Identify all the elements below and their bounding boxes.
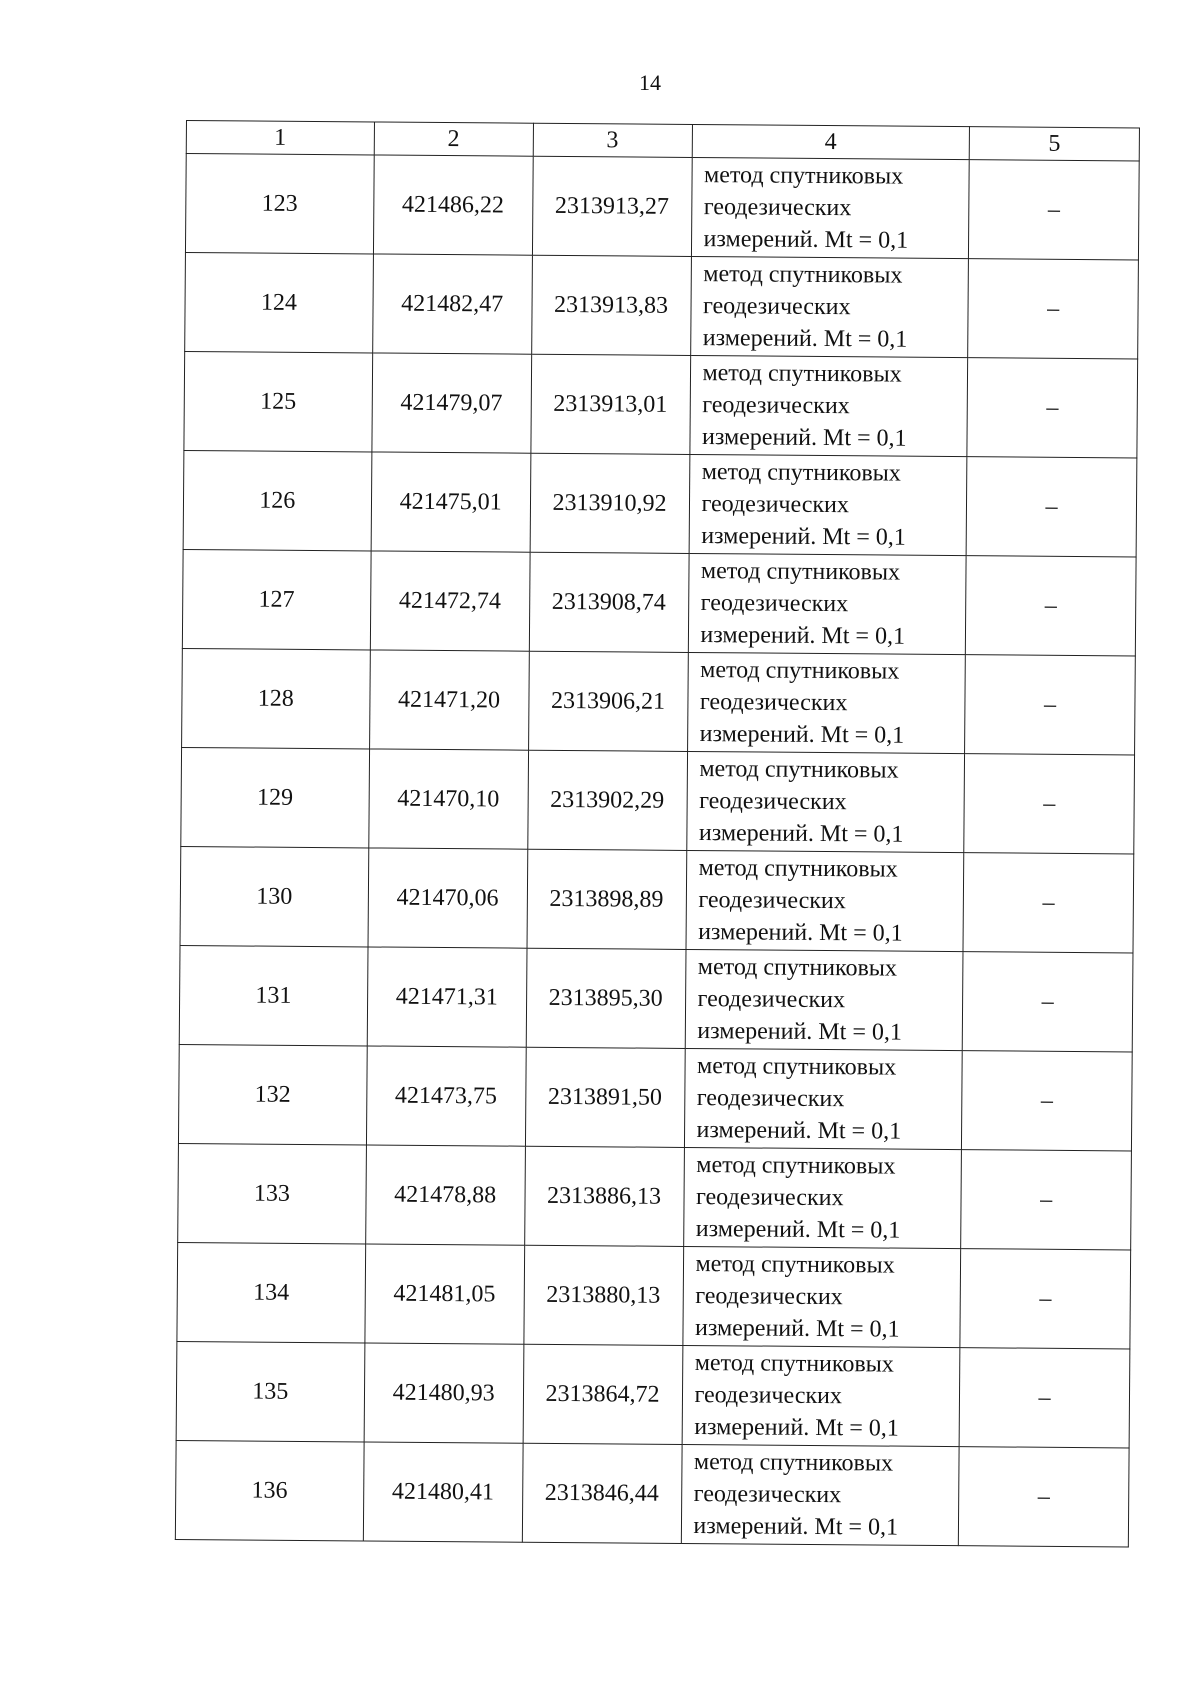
y-coordinate-cell: 2313913,27 (532, 156, 692, 256)
point-number-cell: 136 (175, 1440, 363, 1540)
table-row (180, 846, 1134, 952)
y-coordinate-cell: 2313898,89 (527, 849, 687, 949)
method-cell (682, 1345, 961, 1446)
method-cell (686, 850, 965, 951)
point-number-cell: 130 (180, 846, 368, 946)
x-coordinate-cell: 421471,20 (369, 650, 529, 750)
method-line-3: измерений. Mt = 0,1 (699, 721, 905, 749)
method-line-3: измерений. Mt = 0,1 (701, 424, 907, 452)
note-cell: – (961, 1150, 1132, 1250)
method-cell (686, 751, 965, 852)
table-row (178, 1044, 1132, 1150)
method-line-1: метод спутниковых (693, 1449, 894, 1477)
method-line-1: метод спутниковых (699, 756, 899, 784)
method-cell (684, 1048, 963, 1149)
method-line-2: геодезических (701, 491, 850, 519)
method-line-2: геодезических (702, 293, 851, 321)
method-line-1: метод спутниковых (694, 1350, 894, 1378)
note-cell: – (965, 655, 1136, 755)
table-row (177, 1242, 1131, 1348)
coordinates-table (175, 120, 1140, 1547)
note-cell: – (966, 457, 1137, 557)
method-line-3: измерений. Mt = 0,1 (695, 1216, 901, 1244)
method-line-1: метод спутниковых (703, 162, 904, 190)
x-coordinate-cell: 421479,07 (372, 353, 532, 453)
method-line-1: метод спутниковых (700, 558, 901, 586)
method-line-3: измерений. Mt = 0,1 (703, 226, 909, 254)
note-cell: – (962, 952, 1133, 1052)
x-coordinate-cell: 421475,01 (371, 452, 531, 552)
table-body (175, 154, 1139, 1547)
note-cell: – (969, 160, 1140, 260)
y-coordinate-cell: 2313864,72 (523, 1344, 683, 1444)
method-cell (689, 454, 968, 555)
point-number-cell: 127 (182, 549, 370, 649)
method-line-2: геодезических (694, 1382, 843, 1410)
method-line-3: измерений. Mt = 0,1 (698, 919, 903, 947)
x-coordinate-cell: 421473,75 (366, 1046, 526, 1146)
note-cell: – (962, 1051, 1133, 1151)
method-line-3: измерений. Mt = 0,1 (697, 1018, 903, 1046)
method-line-2: геодезических (699, 788, 847, 816)
x-coordinate-cell: 421470,10 (368, 749, 528, 849)
note-cell: – (967, 358, 1138, 458)
method-line-1: метод спутниковых (702, 360, 902, 388)
point-number-cell: 135 (176, 1341, 364, 1441)
method-cell (689, 355, 968, 456)
method-line-2: геодезических (702, 392, 850, 420)
y-coordinate-cell: 2313913,01 (530, 354, 690, 454)
table-row (182, 648, 1136, 754)
method-line-1: метод спутниковых (698, 855, 898, 883)
y-coordinate-cell: 2313910,92 (530, 453, 690, 553)
method-line-1: метод спутниковых (701, 459, 901, 487)
note-cell: – (959, 1447, 1130, 1547)
method-line-3: измерений. Mt = 0,1 (696, 1117, 902, 1145)
method-cell (682, 1246, 961, 1347)
method-line-2: геодезических (700, 590, 849, 618)
x-coordinate-cell: 421481,05 (365, 1244, 525, 1344)
method-line-2: геодезических (695, 1283, 843, 1311)
point-number-cell: 124 (185, 252, 373, 352)
method-cell (691, 157, 970, 258)
point-number-cell: 123 (185, 154, 373, 254)
x-coordinate-cell: 421478,88 (365, 1145, 525, 1245)
y-coordinate-cell: 2313891,50 (525, 1047, 685, 1147)
header-col-2: 2 (374, 122, 533, 156)
x-coordinate-cell: 421482,47 (372, 254, 532, 354)
table-row (184, 351, 1138, 457)
table-row (183, 450, 1137, 556)
header-col-4: 4 (692, 124, 970, 159)
method-line-3: измерений. Mt = 0,1 (694, 1315, 900, 1343)
method-line-1: метод спутниковых (697, 954, 898, 982)
note-cell: – (963, 853, 1134, 953)
method-line-3: измерений. Mt = 0,1 (698, 820, 904, 848)
y-coordinate-cell: 2313908,74 (529, 552, 689, 652)
y-coordinate-cell: 2313902,29 (527, 750, 687, 850)
method-cell (690, 256, 969, 357)
point-number-cell: 134 (177, 1242, 365, 1342)
page-number: 14 (639, 70, 661, 95)
x-coordinate-cell: 421472,74 (370, 551, 530, 651)
method-line-3: измерений. Mt = 0,1 (693, 1513, 899, 1541)
point-number-cell: 132 (178, 1044, 366, 1144)
x-coordinate-cell: 421486,22 (373, 155, 533, 255)
method-line-1: метод спутниковых (700, 657, 900, 685)
method-line-3: измерений. Mt = 0,1 (700, 622, 906, 650)
point-number-cell: 128 (182, 648, 370, 748)
header-col-5: 5 (969, 127, 1139, 161)
method-cell (687, 652, 966, 753)
method-cell (683, 1147, 962, 1248)
method-cell (688, 553, 967, 654)
method-cell (685, 949, 964, 1050)
y-coordinate-cell: 2313880,13 (523, 1245, 683, 1345)
method-line-2: геодезических (695, 1184, 844, 1212)
method-line-2: геодезических (696, 1085, 845, 1113)
table-row (175, 1440, 1129, 1546)
method-line-3: измерений. Mt = 0,1 (694, 1414, 899, 1442)
x-coordinate-cell: 421470,06 (368, 848, 528, 948)
note-cell: – (966, 556, 1137, 656)
method-line-1: метод спутниковых (695, 1251, 895, 1279)
method-line-2: геодезических (697, 986, 846, 1014)
header-col-3: 3 (533, 123, 692, 157)
x-coordinate-cell: 421471,31 (367, 947, 527, 1047)
y-coordinate-cell: 2313913,83 (531, 255, 691, 355)
method-line-2: геодезических (698, 887, 846, 915)
table-row (185, 154, 1139, 260)
table-row (178, 1143, 1132, 1249)
y-coordinate-cell: 2313886,13 (524, 1146, 684, 1246)
point-number-cell: 133 (178, 1143, 366, 1243)
point-number-cell: 125 (184, 351, 372, 451)
note-cell: – (964, 754, 1135, 854)
method-line-3: измерений. Mt = 0,1 (701, 523, 906, 551)
method-cell (681, 1444, 960, 1545)
method-line-1: метод спутниковых (696, 1152, 896, 1180)
table-row (185, 252, 1139, 358)
table-row (181, 747, 1135, 853)
point-number-cell: 126 (183, 450, 371, 550)
table-row (179, 945, 1133, 1051)
point-number-cell: 131 (179, 945, 367, 1045)
y-coordinate-cell: 2313846,44 (522, 1443, 682, 1543)
x-coordinate-cell: 421480,93 (364, 1343, 524, 1443)
x-coordinate-cell: 421480,41 (363, 1442, 523, 1542)
table-row (182, 549, 1136, 655)
note-cell: – (960, 1249, 1131, 1349)
point-number-cell: 129 (181, 747, 369, 847)
method-line-1: метод спутниковых (696, 1053, 897, 1081)
note-cell: – (968, 259, 1139, 359)
method-line-2: геодезических (699, 689, 848, 717)
method-line-3: измерений. Mt = 0,1 (702, 325, 908, 353)
table-row (176, 1341, 1130, 1447)
method-line-2: геодезических (693, 1481, 842, 1509)
header-col-1: 1 (186, 121, 374, 155)
y-coordinate-cell: 2313895,30 (526, 948, 686, 1048)
note-cell: – (959, 1348, 1130, 1448)
method-line-2: геодезических (703, 194, 852, 222)
method-line-1: метод спутниковых (703, 261, 903, 289)
y-coordinate-cell: 2313906,21 (528, 651, 688, 751)
